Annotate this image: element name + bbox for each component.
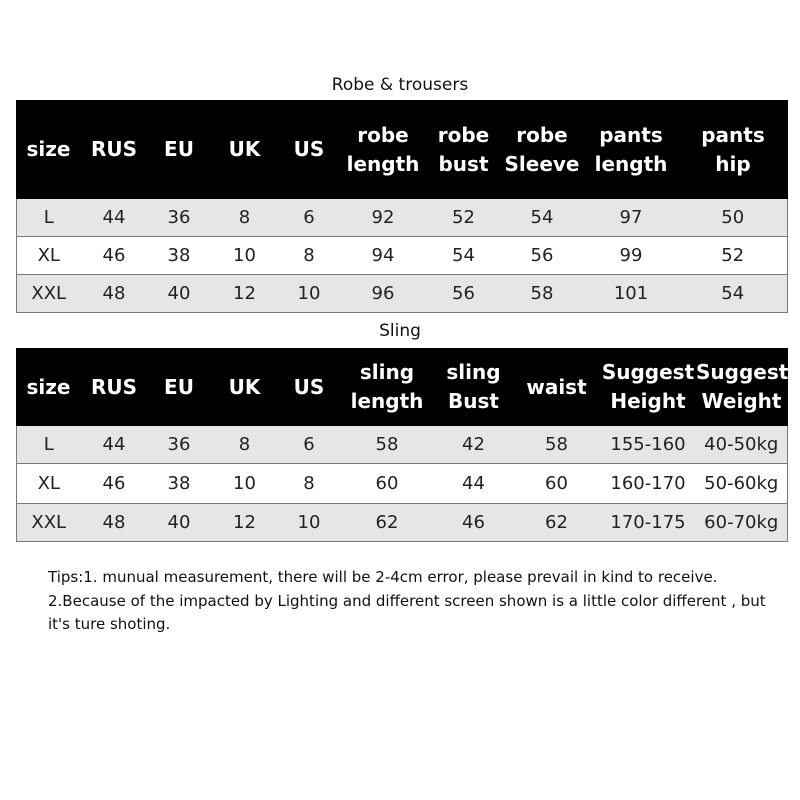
table-cell: 54: [679, 275, 788, 313]
table-cell: XL: [17, 464, 81, 504]
table-cell: 52: [427, 199, 501, 237]
table-cell: 48: [81, 275, 148, 313]
header-cell-robe-bust: robe bust: [427, 101, 501, 199]
table-row: [17, 199, 788, 237]
header-cell-eu: EU: [148, 101, 211, 199]
table-cell: 58: [501, 275, 584, 313]
header-cell-us: US: [279, 349, 340, 426]
table-cell: 12: [211, 275, 279, 313]
table-cell: 46: [81, 237, 148, 275]
table-cell: 10: [279, 275, 340, 313]
table-cell: 8: [211, 426, 279, 464]
table-cell: XXL: [17, 504, 81, 542]
table-cell: 8: [279, 237, 340, 275]
header-cell-suggest-weight: Suggest Weight: [696, 349, 788, 426]
header-cell-pants-hip: pants hip: [679, 101, 788, 199]
table-cell: 99: [584, 237, 679, 275]
table-cell: 44: [435, 464, 513, 504]
table-row: [17, 464, 788, 504]
table-cell: 36: [148, 426, 211, 464]
table-cell: 44: [81, 426, 148, 464]
header-cell-robe-length: robe length: [340, 101, 427, 199]
table-cell: 56: [501, 237, 584, 275]
table-cell: 50-60kg: [696, 464, 788, 504]
table-cell: 62: [340, 504, 435, 542]
table-cell: 97: [584, 199, 679, 237]
table-cell: 58: [513, 426, 601, 464]
table-cell: 44: [81, 199, 148, 237]
header-cell-robe-sleeve: robe Sleeve: [501, 101, 584, 199]
table-cell: 52: [679, 237, 788, 275]
table-row: [17, 275, 788, 313]
header-cell-uk: UK: [211, 101, 279, 199]
table-cell: 54: [501, 199, 584, 237]
table-cell: 40-50kg: [696, 426, 788, 464]
header-cell-waist: waist: [513, 349, 601, 426]
table-row: [17, 426, 788, 464]
table-row: [17, 504, 788, 542]
table-cell: 12: [211, 504, 279, 542]
table-cell: 8: [211, 199, 279, 237]
header-cell-sling-bust: sling Bust: [435, 349, 513, 426]
table-cell: 62: [513, 504, 601, 542]
table-cell: 101: [584, 275, 679, 313]
tip-line: 2.Because of the impacted by Lighting and different screen shown is a little color different , but it's ture shoting.: [48, 591, 766, 633]
header-cell-rus: RUS: [81, 101, 148, 199]
table-cell: 54: [427, 237, 501, 275]
table-cell: 40: [148, 275, 211, 313]
table-cell: 60: [340, 464, 435, 504]
table-cell: 96: [340, 275, 427, 313]
table-cell: XL: [17, 237, 81, 275]
robe-trousers-size-table: [16, 100, 788, 313]
table-cell: 42: [435, 426, 513, 464]
header-cell-uk: UK: [211, 349, 279, 426]
header-cell-size: size: [17, 349, 81, 426]
sling-size-table: [16, 348, 788, 542]
table-cell: 160-170: [601, 464, 696, 504]
table-cell: 60-70kg: [696, 504, 788, 542]
table-cell: 50: [679, 199, 788, 237]
header-cell-rus: RUS: [81, 349, 148, 426]
table-cell: 10: [211, 464, 279, 504]
table-cell: 38: [148, 464, 211, 504]
table-cell: L: [17, 199, 81, 237]
table-cell: 155-160: [601, 426, 696, 464]
table-cell: 92: [340, 199, 427, 237]
table-cell: 56: [427, 275, 501, 313]
sling-title: Sling: [379, 321, 421, 341]
table-header-row: [17, 101, 788, 199]
header-cell-size: size: [17, 101, 81, 199]
header-cell-pants-length: pants length: [584, 101, 679, 199]
table-cell: XXL: [17, 275, 81, 313]
table-cell: 60: [513, 464, 601, 504]
table-cell: 6: [279, 426, 340, 464]
table-cell: 10: [279, 504, 340, 542]
table-cell: 94: [340, 237, 427, 275]
tips-note: [48, 566, 788, 637]
table-cell: 40: [148, 504, 211, 542]
header-cell-sling-length: sling length: [340, 349, 435, 426]
table-cell: 10: [211, 237, 279, 275]
table-cell: 6: [279, 199, 340, 237]
table-cell: 8: [279, 464, 340, 504]
table-cell: 46: [81, 464, 148, 504]
header-cell-us: US: [279, 101, 340, 199]
table-cell: 38: [148, 237, 211, 275]
header-cell-eu: EU: [148, 349, 211, 426]
tip-line: Tips:1. munual measurement, there will be 2-4cm error, please prevail in kind to receive.: [48, 568, 718, 586]
table-header-row: [17, 349, 788, 426]
table-cell: 48: [81, 504, 148, 542]
table-cell: L: [17, 426, 81, 464]
table-cell: 170-175: [601, 504, 696, 542]
robe-trousers-title: Robe & trousers: [331, 75, 469, 95]
table-cell: 46: [435, 504, 513, 542]
table-row: [17, 237, 788, 275]
table-cell: 36: [148, 199, 211, 237]
header-cell-suggest-height: Suggest Height: [601, 349, 696, 426]
table-cell: 58: [340, 426, 435, 464]
